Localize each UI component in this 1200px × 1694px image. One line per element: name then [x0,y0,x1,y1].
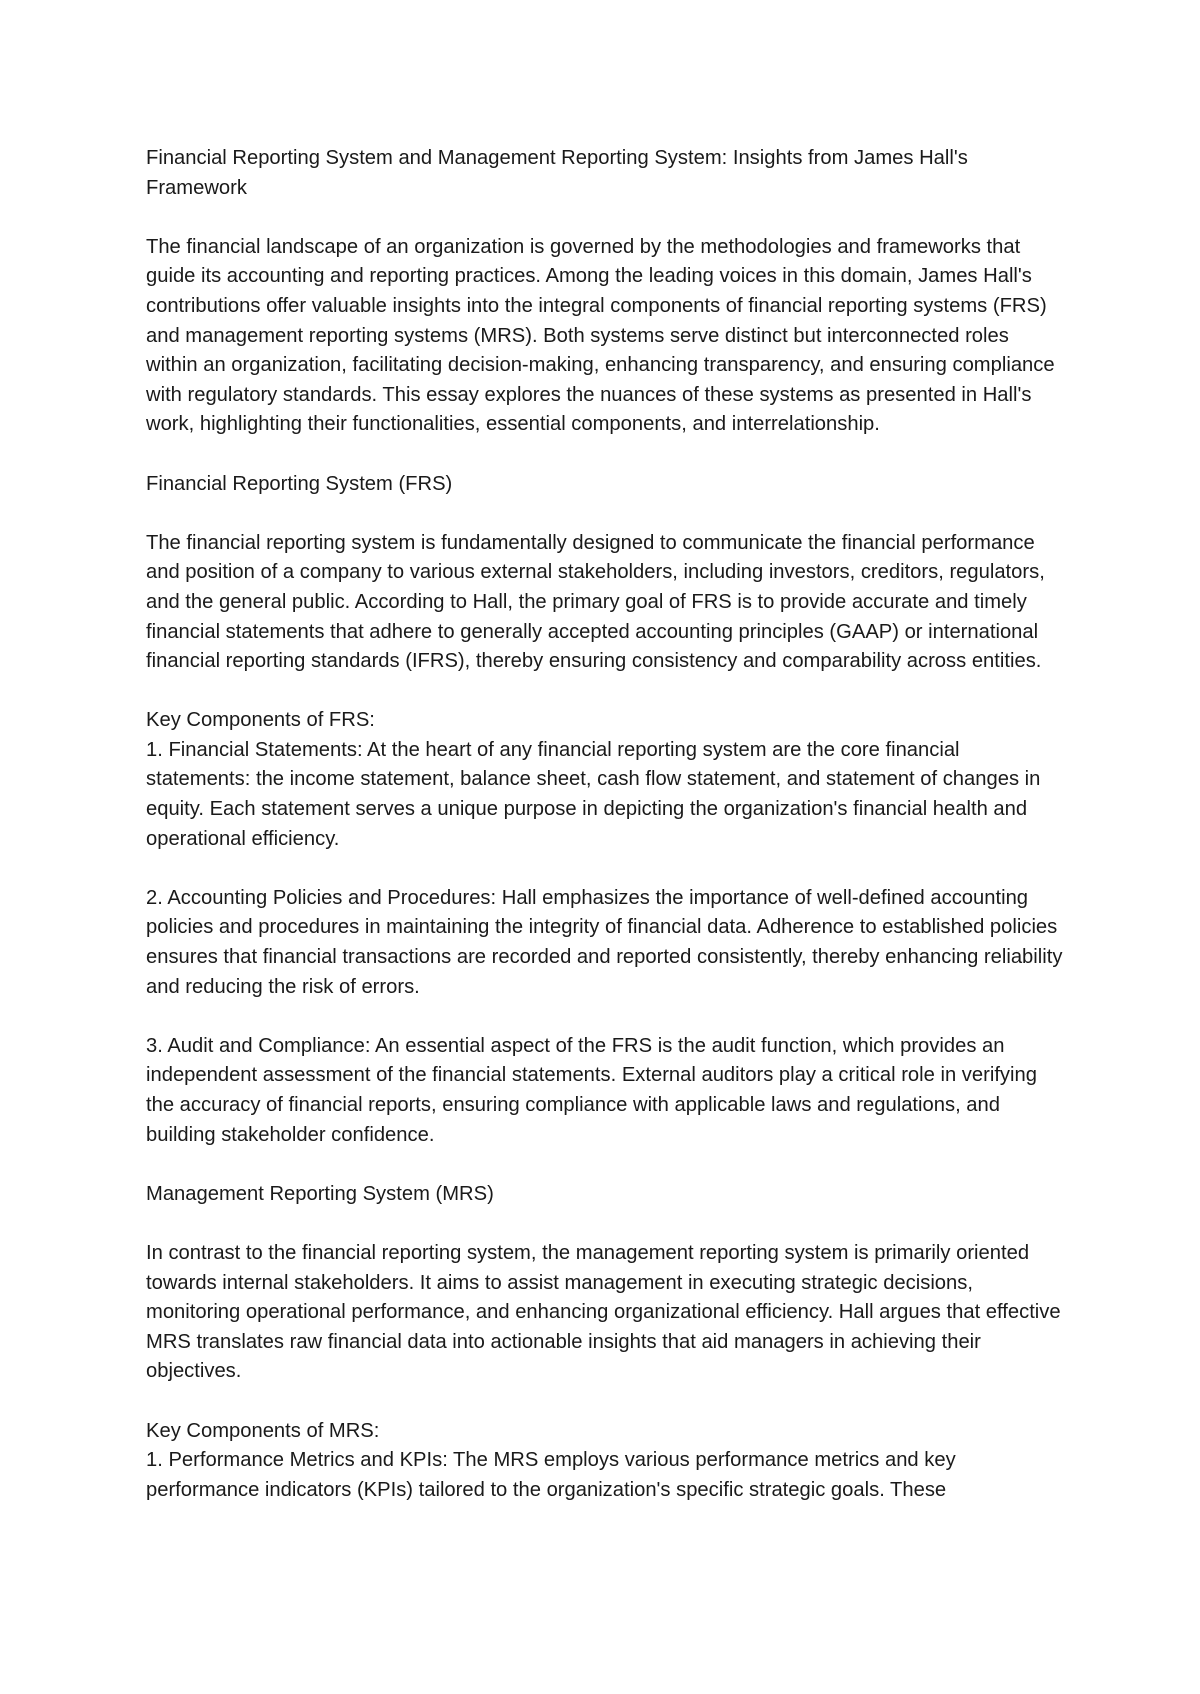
mrs-components-heading: Key Components of MRS: [146,1419,380,1442]
document-body [146,144,1066,1505]
frs-item-accounting-policies: 2. Accounting Policies and Procedures: Hall emphasizes the importance of well-defined accounting policies and procedures in maintaining the integrity of financial data. Adherence to established policies ensures that financial transactions are recorded and reported consistently, thereby enhancing reliability and reducing the risk of errors. [146,886,1063,998]
frs-item-financial-statements: 1. Financial Statements: At the heart of any financial reporting system are the core financial statements: the income statement, balance sheet, cash flow statement, and statement of changes in equity. Each statement serves a unique purpose in depicting the organization's financial health and operational efficiency. [146,738,1041,850]
frs-body-paragraph: The financial reporting system is fundamentally designed to communicate the financial performance and position of a company to various external stakeholders, including investors, creditors, regulators, and the general public. According to Hall, the primary goal of FRS is to provide accurate and timely financial statements that adhere to generally accepted accounting principles (GAAP) or international financial reporting standards (IFRS), thereby ensuring consistency and comparability across entities. [146,531,1045,673]
mrs-item-performance-metrics: 1. Performance Metrics and KPIs: The MRS employs various performance metrics and key performance indicators (KPIs) tailored to the organization's specific strategic goals. These [146,1449,956,1501]
intro-paragraph: The financial landscape of an organization is governed by the methodologies and frameworks that guide its accounting and reporting practices. Among the leading voices in this domain, James Hall's contributions offer valuable insights into the integral components of financial reporting systems (FRS) and management reporting systems (MRS). Both systems serve distinct but interconnected roles within an organization, facilitating decision-making, enhancing transparency, and ensuring compliance with regulatory standards. This essay explores the nuances of these systems as presented in Hall's work, highlighting their functionalities, essential components, and interrelationship. [146,235,1055,436]
frs-components-heading: Key Components of FRS: [146,709,375,732]
mrs-body-paragraph: In contrast to the financial reporting system, the management reporting system is primarily oriented towards internal stakeholders. It aims to assist management in executing strategic decisions, monitoring operational performance, and enhancing organizational efficiency. Hall argues that effective MRS translates raw financial data into actionable insights that aid managers in achieving their objectives. [146,1241,1061,1383]
mrs-heading: Management Reporting System (MRS) [146,1182,494,1205]
document-title: Financial Reporting System and Management Reporting System: Insights from James Hall's Framework [146,147,968,199]
frs-item-audit-compliance: 3. Audit and Compliance: An essential aspect of the FRS is the audit function, which provides an independent assessment of the financial statements. External auditors play a critical role in verifying the accuracy of financial reports, ensuring compliance with applicable laws and regulations, and building stakeholder confidence. [146,1034,1037,1146]
frs-heading: Financial Reporting System (FRS) [146,472,453,495]
